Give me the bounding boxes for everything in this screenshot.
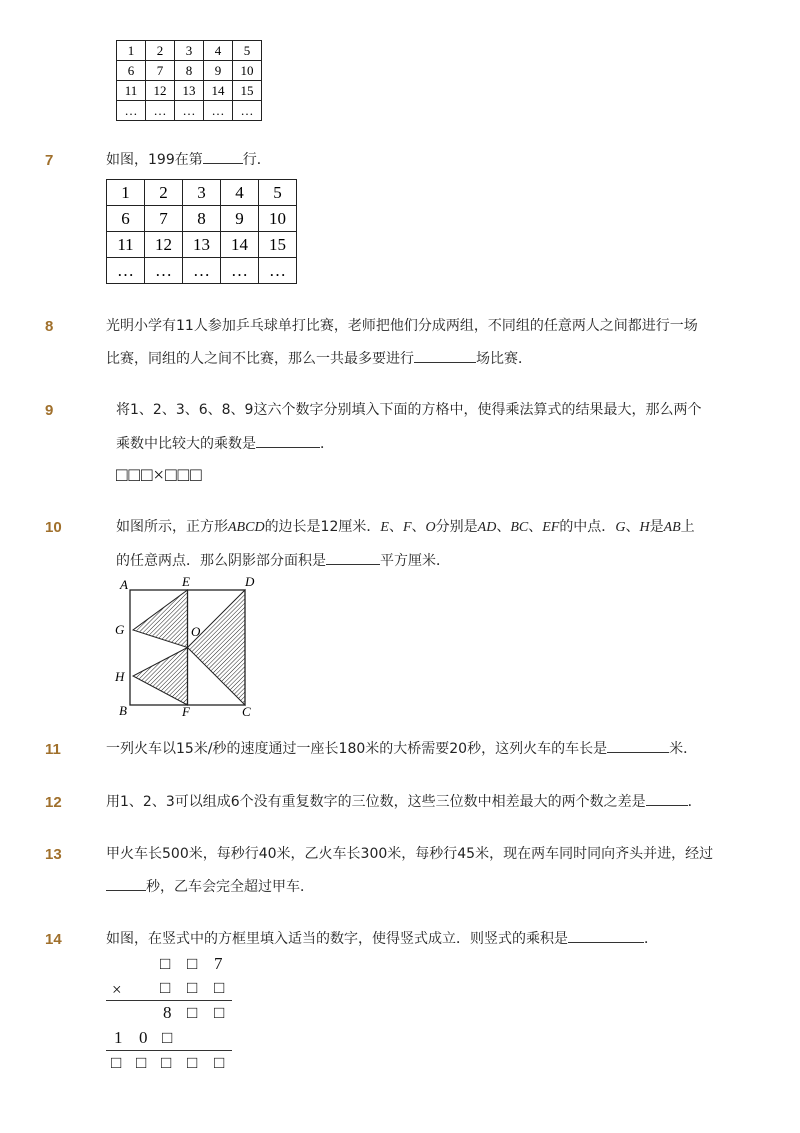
- grid-small-row: [117, 61, 262, 81]
- grid-q7-cell: 7: [145, 206, 183, 232]
- question-13-line2: [106, 871, 314, 903]
- row5-digit-3: □: [161, 1053, 172, 1072]
- grid-small-cell: 4: [204, 41, 233, 61]
- row1-digit-1: □: [160, 954, 171, 973]
- grid-q7-row: [107, 206, 297, 232]
- label-d: D: [245, 574, 255, 589]
- row1-digit-2: □: [187, 954, 198, 973]
- grid-q7-cell: 13: [183, 232, 221, 258]
- times-sign: ×: [112, 980, 122, 999]
- question-8-prefix: 比赛，同组的人之间不比赛，那么一共最多要进行: [106, 351, 414, 367]
- answer-blank-13[interactable]: [106, 874, 146, 891]
- math-label: EF: [542, 520, 560, 535]
- rule-line-1: [106, 1000, 232, 1001]
- grid-small-row: [117, 101, 262, 121]
- rule-line-2: [106, 1050, 232, 1051]
- row5-digit-4: □: [187, 1053, 198, 1072]
- row4-digit-1: 1: [114, 1028, 123, 1047]
- grid-small-row: [117, 41, 262, 61]
- text-fragment: 、: [528, 519, 543, 535]
- grid-small-cell: 15: [233, 81, 262, 101]
- label-c: C: [242, 704, 251, 718]
- grid-small-cell: …: [233, 101, 262, 121]
- question-12-text: [106, 786, 702, 818]
- grid-small-row: [117, 81, 262, 101]
- math-label: AB: [663, 520, 681, 535]
- question-9-line2: [116, 428, 334, 460]
- text-fragment: 是: [649, 519, 664, 535]
- grid-q7-row: [107, 180, 297, 206]
- grid-q7-cell: 9: [221, 206, 259, 232]
- question-11-text: [106, 733, 697, 765]
- grid-small-cell: 9: [204, 61, 233, 81]
- grid-small-cell: 10: [233, 61, 262, 81]
- grid-q7-cell: 12: [145, 232, 183, 258]
- row5-digit-2: □: [136, 1053, 147, 1072]
- question-9-line1: 将1、2、3、6、8、9这六个数字分别填入下面的方格中，使得乘法算式的结果最大，那么两个: [116, 402, 702, 418]
- question-number-12: 12: [45, 794, 62, 811]
- question-number-11: 11: [45, 741, 61, 758]
- text-fragment: 的边长是12厘米．: [264, 519, 381, 535]
- number-grid-top: [116, 40, 262, 121]
- question-14-prefix: 如图，在竖式中的方框里填入适当的数字，使得竖式成立．则竖式的乘积是: [106, 931, 568, 947]
- text-fragment: 分别是: [435, 519, 478, 535]
- grid-q7-cell: 2: [145, 180, 183, 206]
- grid-q7-cell: 1: [107, 180, 145, 206]
- question-10-line1: [116, 511, 695, 544]
- grid-q7-cell: 11: [107, 232, 145, 258]
- question-9-suffix: ．: [320, 436, 334, 452]
- grid-small-cell: 5: [233, 41, 262, 61]
- text-fragment: 如图所示，正方形: [116, 519, 228, 535]
- square-diagram: [110, 572, 260, 718]
- question-10-prefix: 的任意两点．那么阴影部分面积是: [116, 553, 326, 569]
- question-number-9: 9: [45, 402, 54, 419]
- label-g: G: [115, 622, 125, 637]
- answer-blank-10[interactable]: [326, 548, 380, 565]
- answer-blank-7[interactable]: [203, 147, 243, 164]
- row3-digit-1: 8: [163, 1003, 172, 1022]
- shaded-triangle-eog: [133, 590, 188, 648]
- row2-digit-2: □: [187, 978, 198, 997]
- grid-q7-cell: …: [183, 258, 221, 284]
- answer-blank-14[interactable]: [568, 926, 644, 943]
- math-label: ABCD: [228, 520, 265, 535]
- text-fragment: 、: [625, 519, 640, 535]
- text-fragment: 、: [411, 519, 426, 535]
- grid-small-cell: 7: [146, 61, 175, 81]
- question-8-line1: 光明小学有11人参加乒乓球单打比赛，老师把他们分成两组，不同组的任意两人之间都进行一场: [106, 318, 698, 334]
- row4-digit-2: 0: [139, 1028, 148, 1047]
- label-o: O: [191, 624, 201, 639]
- question-11-prefix: 一列火车以15米/秒的速度通过一座长180米的大桥需要20秒，这列火车的车长是: [106, 741, 608, 757]
- shaded-triangle-ofh: [133, 648, 188, 706]
- question-7-text: [106, 144, 271, 176]
- number-grid-q7: [106, 179, 297, 284]
- math-label: E: [380, 520, 389, 535]
- grid-small-cell: 14: [204, 81, 233, 101]
- question-number-14: 14: [45, 931, 62, 948]
- label-e: E: [182, 574, 190, 589]
- label-h: H: [115, 669, 125, 684]
- row5-digit-5: □: [214, 1053, 225, 1072]
- math-label: F: [402, 520, 412, 535]
- math-label: G: [615, 520, 626, 535]
- row2-digit-3: □: [214, 978, 225, 997]
- question-number-8: 8: [45, 318, 54, 335]
- grid-q7-cell: 3: [183, 180, 221, 206]
- answer-blank-9[interactable]: [256, 431, 320, 448]
- question-8-suffix: 场比赛．: [476, 351, 532, 367]
- label-f: F: [182, 704, 190, 718]
- label-b: B: [119, 703, 127, 718]
- question-7-prefix: 如图，199在第: [106, 152, 203, 168]
- grid-small-cell: …: [204, 101, 233, 121]
- grid-q7-cell: 8: [183, 206, 221, 232]
- grid-small-cell: …: [117, 101, 146, 121]
- math-label: O: [425, 520, 436, 535]
- question-12-suffix: ．: [687, 794, 702, 810]
- answer-blank-12[interactable]: [646, 789, 688, 806]
- grid-small-cell: 3: [175, 41, 204, 61]
- question-13-line1: 甲火车长500米，每秒行40米，乙火车长300米，每秒行45米，现在两车同时同向齐头并进，经过: [106, 846, 714, 862]
- grid-small-cell: 1: [117, 41, 146, 61]
- row2-digit-1: □: [160, 978, 171, 997]
- multiplication-boxes: □□□×□□□: [116, 465, 203, 486]
- question-7-suffix: 行．: [242, 152, 271, 168]
- grid-q7-cell: 10: [259, 206, 297, 232]
- question-number-13: 13: [45, 846, 62, 863]
- label-a: A: [120, 577, 128, 592]
- question-number-7: 7: [45, 152, 54, 169]
- grid-q7-cell: …: [221, 258, 259, 284]
- grid-small-cell: 13: [175, 81, 204, 101]
- math-label: AD: [477, 520, 497, 535]
- grid-q7-cell: 5: [259, 180, 297, 206]
- grid-q7-cell: 6: [107, 206, 145, 232]
- question-14-suffix: ．: [644, 931, 658, 947]
- grid-small-cell: …: [146, 101, 175, 121]
- math-label: H: [639, 520, 650, 535]
- grid-q7-row: [107, 258, 297, 284]
- question-8-line2: [106, 343, 532, 375]
- grid-q7-cell: 4: [221, 180, 259, 206]
- answer-blank-8[interactable]: [414, 346, 476, 363]
- question-14-text: [106, 923, 658, 955]
- answer-blank-11[interactable]: [607, 736, 669, 753]
- row4-digit-3: □: [162, 1028, 173, 1047]
- grid-small-cell: 6: [117, 61, 146, 81]
- question-number-10: 10: [45, 519, 62, 536]
- grid-q7-cell: 14: [221, 232, 259, 258]
- row3-digit-3: □: [214, 1003, 225, 1022]
- row3-digit-2: □: [187, 1003, 198, 1022]
- grid-q7-cell: …: [107, 258, 145, 284]
- math-label: BC: [510, 520, 529, 535]
- grid-small-cell: 8: [175, 61, 204, 81]
- grid-small-cell: 11: [117, 81, 146, 101]
- question-9-prefix: 乘数中比较大的乘数是: [116, 436, 256, 452]
- text-fragment: 、: [388, 519, 403, 535]
- grid-small-cell: 2: [146, 41, 175, 61]
- question-12-prefix: 用1、2、3可以组成6个没有重复数字的三位数，这些三位数中相差最大的两个数之差是: [106, 794, 646, 810]
- text-fragment: 上: [680, 519, 695, 535]
- question-10-suffix: 平方厘米．: [380, 553, 450, 569]
- grid-q7-cell: 15: [259, 232, 297, 258]
- grid-q7-cell: …: [145, 258, 183, 284]
- text-fragment: 的中点．: [559, 519, 616, 535]
- row1-digit-3: 7: [214, 954, 223, 973]
- text-fragment: 、: [496, 519, 511, 535]
- shaded-triangle-dco: [188, 590, 246, 705]
- row5-digit-1: □: [111, 1053, 122, 1072]
- question-11-suffix: 米．: [669, 741, 698, 757]
- grid-small-cell: 12: [146, 81, 175, 101]
- grid-small-cell: …: [175, 101, 204, 121]
- question-13-suffix: 秒，乙车会完全超过甲车．: [146, 879, 314, 895]
- grid-q7-cell: …: [259, 258, 297, 284]
- grid-q7-row: [107, 232, 297, 258]
